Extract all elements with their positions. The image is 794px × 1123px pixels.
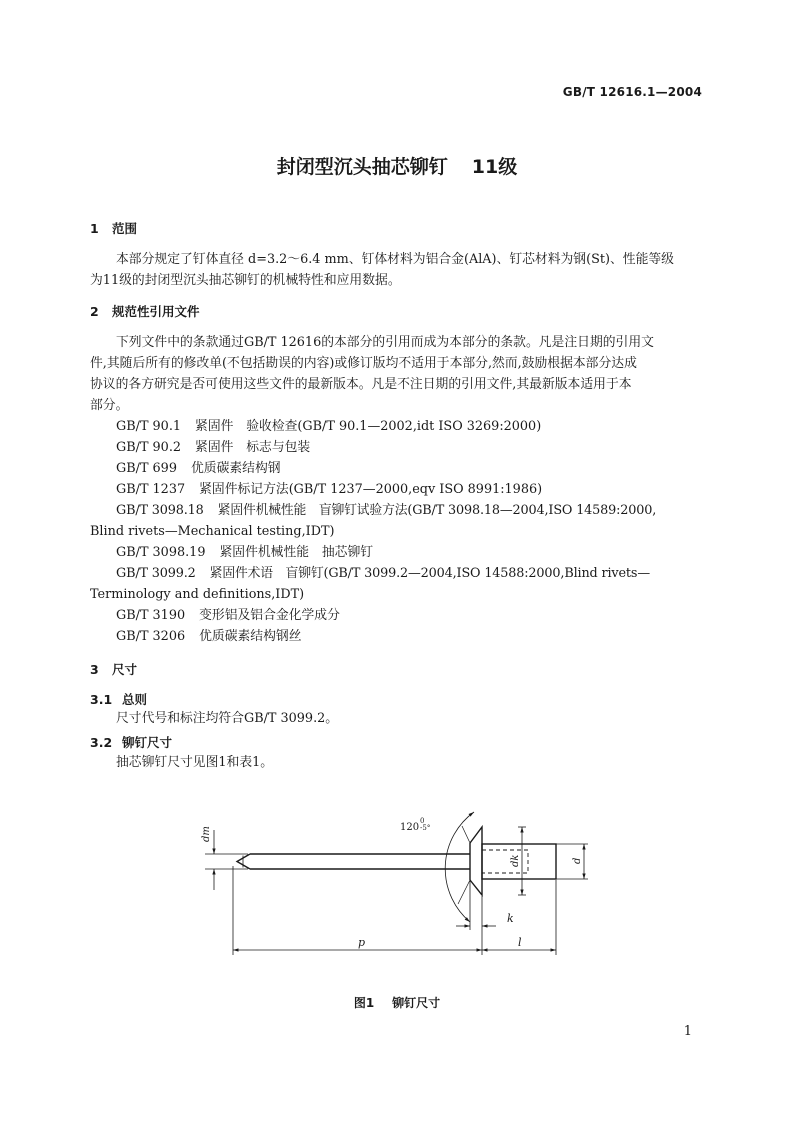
section-number: 2 [90,304,99,319]
reference-item: GB/T 3098.19 紧固件机械性能 抽芯铆钉 [116,545,374,560]
figure-number: 图1 [353,996,375,1010]
dim-d-label: d [572,857,583,864]
section-3-1-text: 尺寸代号和标注均符合GB/T 3099.2。 [116,711,339,726]
dim-p-label: p [358,936,366,949]
reference-item: GB/T 699 优质碳素结构钢 [116,461,281,476]
dim-dm-label: dm [201,826,212,842]
title-level: 11级 [471,156,518,178]
rivet-head [470,827,482,895]
standard-number: GB/T 12616.1—2004 [562,85,702,99]
paragraph-line: 本部分规定了钉体直径 d=3.2～6.4 mm、钉体材料为铝合金(AlA)、钉芯材料为钢(St)、性能等级 [116,252,674,267]
section-number: 3.2 [90,735,113,750]
dim-dk-label: dk [510,854,521,867]
section-title: 总则 [122,692,148,707]
paragraph-line: 下列文件中的条款通过GB/T 12616的本部分的引用而成为本部分的条款。凡是注日期的引用文 [116,335,654,350]
mandrel [237,854,470,869]
page-number: 1 [683,1024,692,1039]
reference-item-continued: Blind rivets—Mechanical testing,IDT) [90,524,335,539]
reference-item: GB/T 3206 优质碳素结构钢丝 [116,629,302,644]
section-number: 3.1 [90,692,113,707]
figure-caption [0,994,794,1011]
section-title: 规范性引用文件 [112,304,200,319]
angle-label: 120 [400,822,420,833]
reference-item: GB/T 1237 紧固件标记方法(GB/T 1237—2000,eqv ISO 8991:1986) [116,482,543,497]
section-3-2-text: 抽芯铆钉尺寸见图1和表1。 [116,755,274,770]
paragraph-line: 件,其随后所有的修改单(不包括勘误的内容)或修订版均不适用于本部分,然而,鼓励根据本部分达成 [90,356,637,371]
section-title: 范围 [112,221,138,236]
angle-tolerance-bottom: -5° [420,824,431,832]
reference-item: GB/T 3099.2 紧固件术语 盲铆钉(GB/T 3099.2—2004,ISO 14588:2000,Blind rivets— [116,566,650,581]
reference-item: GB/T 3098.18 紧固件机械性能 盲铆钉试验方法(GB/T 3098.18—2004,ISO 14589:2000, [116,503,657,518]
section-number: 1 [90,221,99,236]
section-number: 3 [90,662,99,677]
paragraph-line: 协议的各方研究是否可使用这些文件的最新版本。凡是不注日期的引用文件,其最新版本适用于本 [90,377,632,392]
section-title: 铆钉尺寸 [122,735,173,750]
dim-l-label: l [518,936,522,949]
dim-k-label: k [507,912,514,925]
figure-title: 铆钉尺寸 [392,996,441,1010]
title-main: 封闭型沉头抽芯铆钉 [276,156,448,178]
paragraph-line: 为11级的封闭型沉头抽芯铆钉的机械特性和应用数据。 [90,273,401,288]
section-title: 尺寸 [112,662,138,677]
reference-item: GB/T 90.2 紧固件 标志与包装 [116,440,311,455]
angle-tolerance-top: 0 [420,817,425,825]
reference-item: GB/T 3190 变形铝及铝合金化学成分 [116,608,340,623]
reference-item-continued: Terminology and definitions,IDT) [90,587,305,602]
paragraph-line: 部分。 [90,398,129,413]
reference-item: GB/T 90.1 紧固件 验收检查(GB/T 90.1—2002,idt ISO 3269:2000) [116,419,542,434]
